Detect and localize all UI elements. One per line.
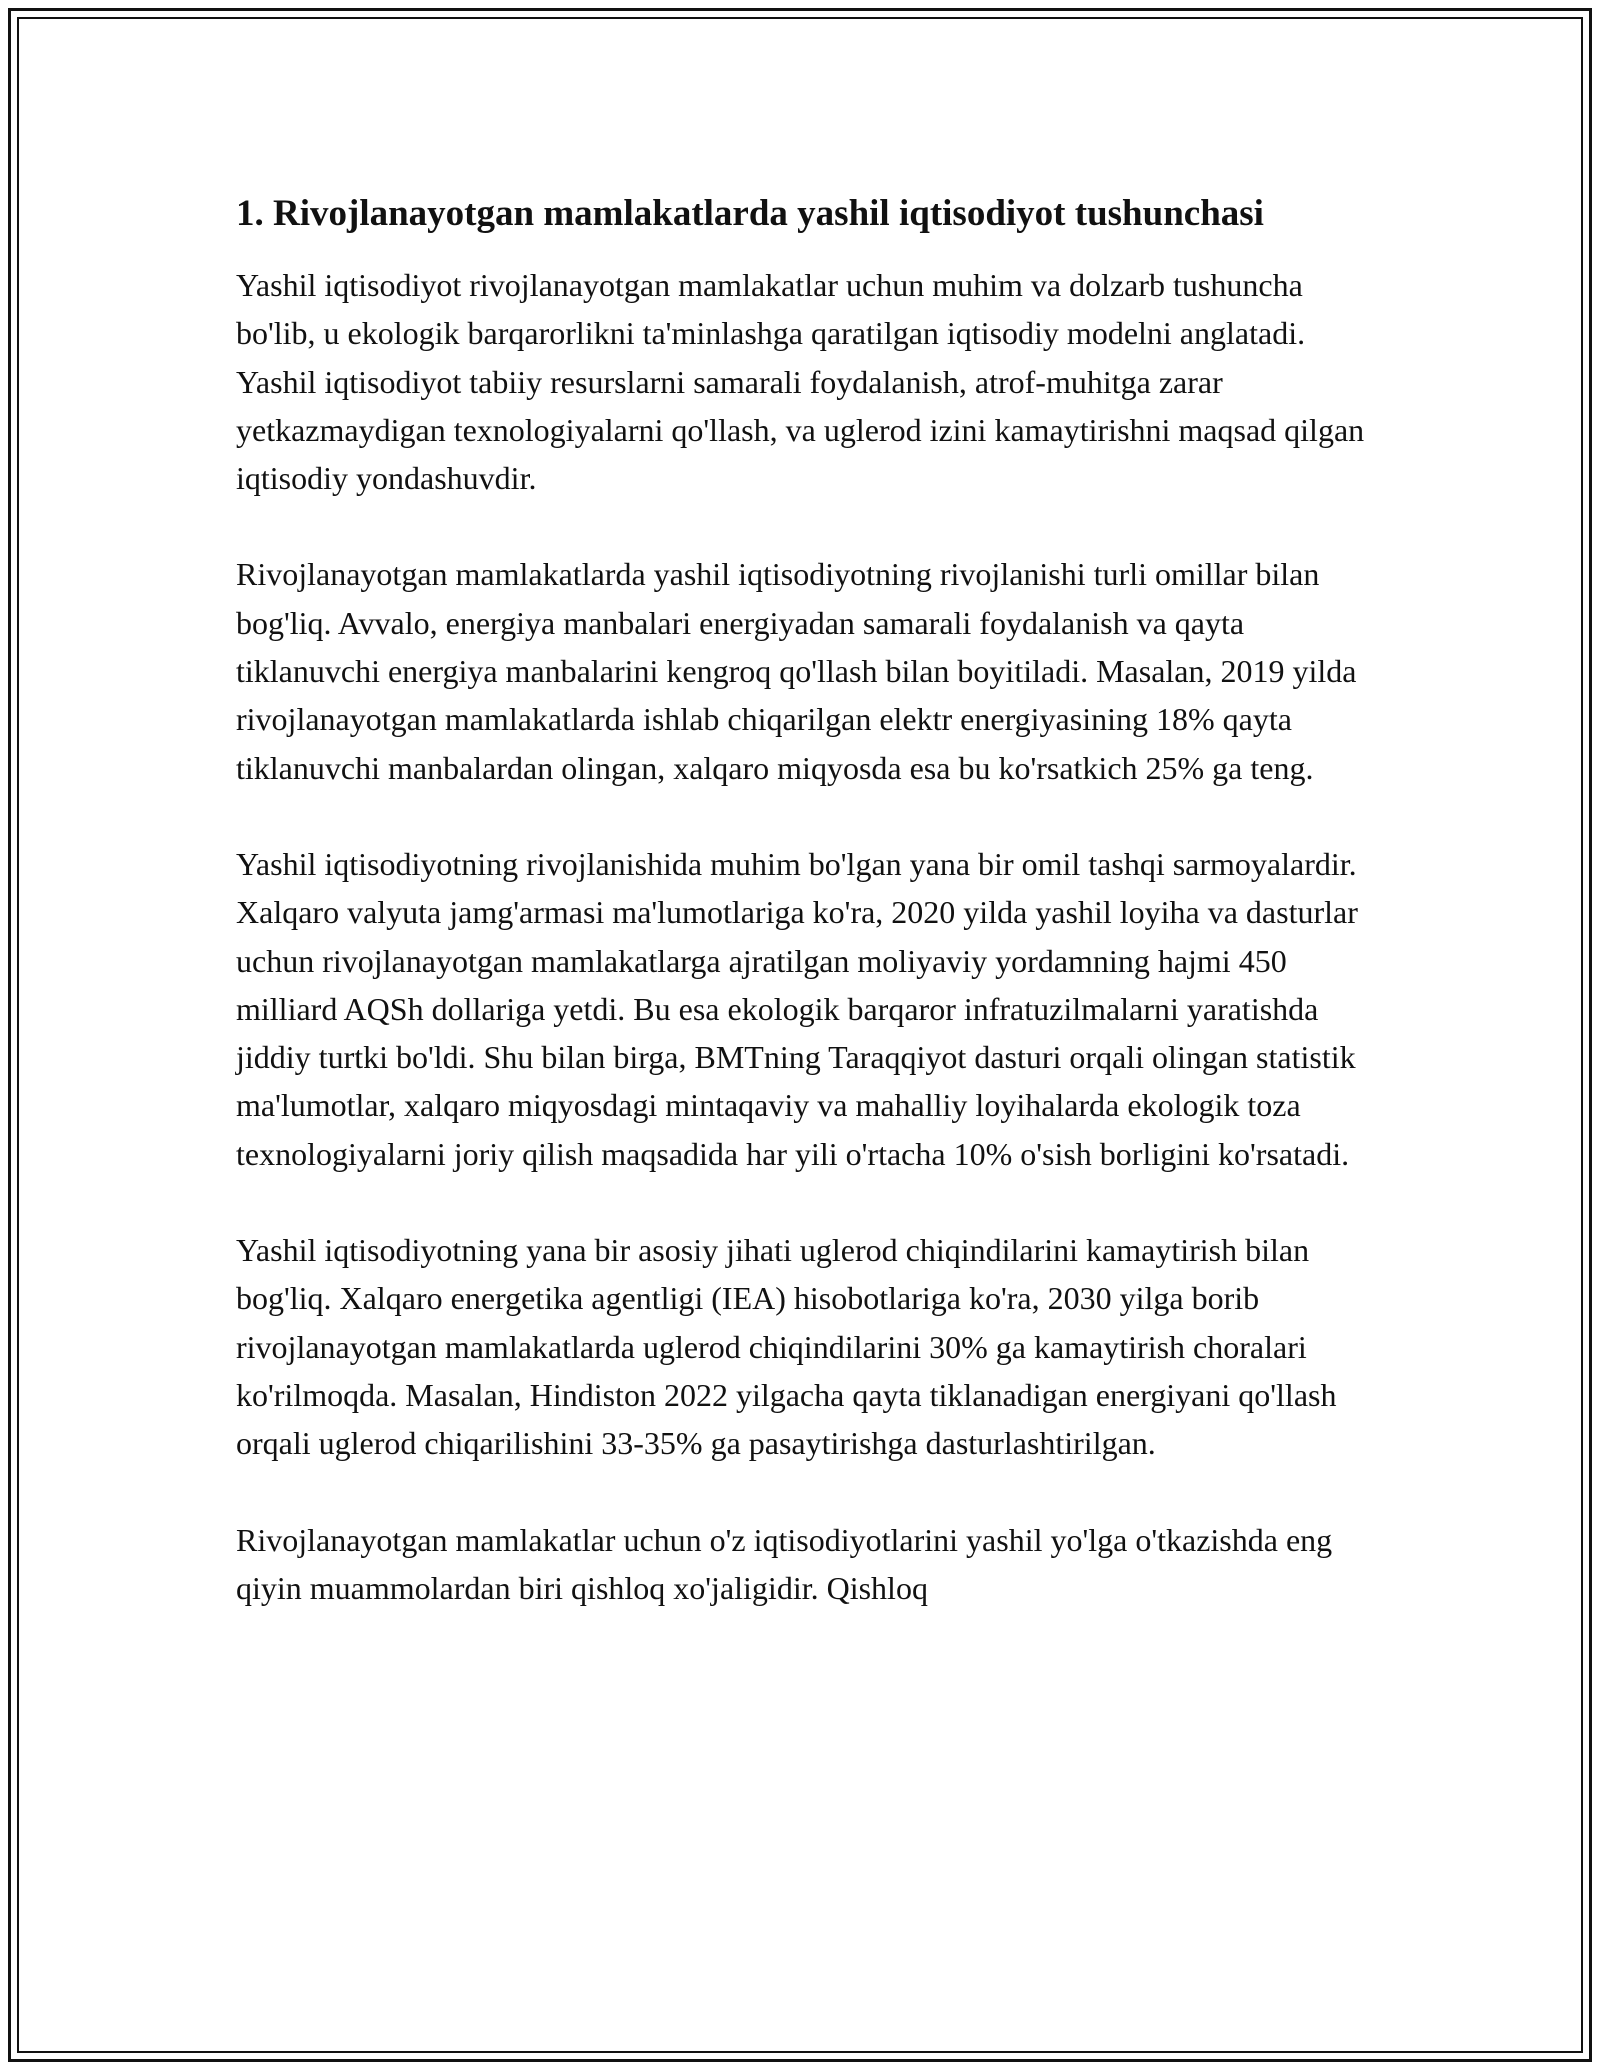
paragraph-5: Rivojlanayotgan mamlakatlar uchun o'z iqtisodiyotlarini yashil yo'lga o'tkazishda eng qiyin muammolardan biri qishloq xo'jaligidir. Qishloq — [236, 1521, 1333, 1606]
paragraph-4: Yashil iqtisodiyotning yana bir asosiy jihati uglerod chiqindilarini kamaytirish bilan bog'liq. Xalqaro energetika agentligi (IEA) hisobotlariga ko'ra, 2030 yilga borib rivojlanayotgan mamlakatlarda uglerod chiqindilarini 30% ga kamaytirish choralari ko'rilmoqda. Masalan, Hindiston 2022 yilgacha qayta tiklanadigan energiyani qo'llash orqali uglerod chiqarilishini 33-35% ga pasaytirishga dasturlashtirilgan. — [236, 1232, 1337, 1462]
paragraph-2: Rivojlanayotgan mamlakatlarda yashil iqtisodiyotning rivojlanishi turli omillar bilan bog'liq. Avvalo, energiya manbalari energiyadan samarali foydalanish va qayta tiklanuvchi energiya manbalarini kengroq qo'llash bilan boyitiladi. Masalan, 2019 yilda rivojlanayotgan mamlakatlarda ishlab chiqarilgan elektr energiyasining 18% qayta tiklanuvchi manbalardan olingan, xalqaro miqyosda esa bu ko'rsatkich 25% ga teng. — [236, 556, 1357, 786]
document-body — [236, 186, 1376, 1660]
paragraph-3: Yashil iqtisodiyotning rivojlanishida muhim bo'lgan yana bir omil tashqi sarmoyalardir. Xalqaro valyuta jamg'armasi ma'lumotlariga ko'ra, 2020 yilda yashil loyiha va dasturlar uchun rivojlanayotgan mamlakatlarga ajratilgan moliyaviy yordamning hajmi 450 milliard AQSh dollariga yetdi. Bu esa ekologik barqaror infratuzilmalarni yaratishda jiddiy turtki bo'ldi. Shu bilan birga, BMTning Taraqqiyot dasturi orqali olingan statistik ma'lumotlar, xalqaro miqyosdagi mintaqaviy va mahalliy loyihalarda ekologik toza texnologiyalarni joriy qilish maqsadida har yili o'rtacha 10% o'sish borligini ko'rsatadi. — [236, 845, 1358, 1172]
paragraph-1: Yashil iqtisodiyot rivojlanayotgan mamlakatlar uchun muhim va dolzarb tushuncha bo'lib, u ekologik barqarorlikni ta'minlashga qaratilgan iqtisodiy modelni anglatadi. Yashil iqtisodiyot tabiiy resurslarni samarali foydalanish, atrof-muhitga zarar yetkazmaydigan texnologiyalarni qo'llash, va uglerod izini kamaytirishni maqsad qilgan iqtisodiy yondashuvdir. — [236, 267, 1365, 497]
section-title: 1. Rivojlanayotgan mamlakatlarda yashil iqtisodiyot tushunchasi — [236, 193, 1264, 234]
